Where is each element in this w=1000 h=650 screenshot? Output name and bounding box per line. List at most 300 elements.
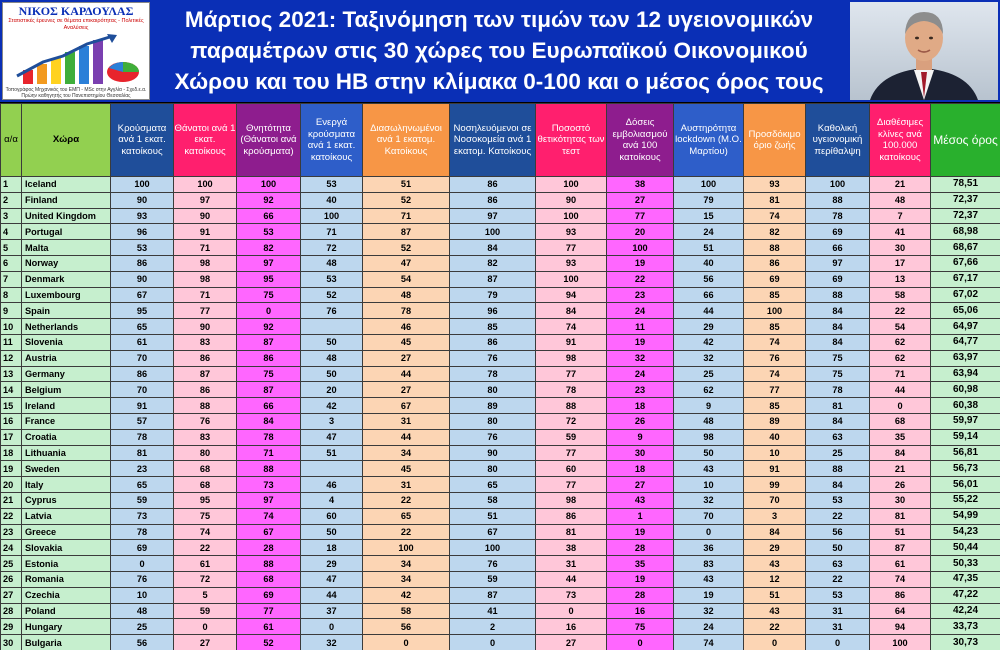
- cell-lockdown-stringency: 44: [674, 303, 744, 319]
- cell-lockdown-stringency: 24: [674, 619, 744, 635]
- cell-fatality-rate: 75: [237, 287, 301, 303]
- cell-beds-per-100k: 13: [870, 271, 931, 287]
- cell-average: 63,94: [931, 366, 1000, 382]
- logo-name: ΝΙΚΟΣ ΚΑΡΔΟΥΛΑΣ: [18, 4, 134, 18]
- cell-cases-per-million: 70: [111, 382, 174, 398]
- cell-intubated-per-million: 52: [363, 192, 450, 208]
- cell-hospitalized-per-million: 89: [450, 398, 536, 414]
- cell-average: 56,01: [931, 477, 1000, 493]
- cell-country: Czechia: [22, 587, 111, 603]
- cell-average: 64,77: [931, 334, 1000, 350]
- cell-deaths-per-million: 80: [174, 445, 237, 461]
- cell-beds-per-100k: 62: [870, 350, 931, 366]
- cell-index: 17: [1, 429, 22, 445]
- cell-vaccine-doses-per-100: 1: [607, 508, 674, 524]
- cell-fatality-rate: 0: [237, 303, 301, 319]
- cell-fatality-rate: 82: [237, 240, 301, 256]
- table-row: [1, 603, 1000, 619]
- cell-fatality-rate: 61: [237, 619, 301, 635]
- cell-life-expectancy: 81: [744, 192, 806, 208]
- cell-country: Bulgaria: [22, 635, 111, 650]
- cell-active-cases-per-million: [301, 461, 363, 477]
- cell-fatality-rate: 78: [237, 429, 301, 445]
- cell-deaths-per-million: 61: [174, 556, 237, 572]
- cell-index: 9: [1, 303, 22, 319]
- cell-active-cases-per-million: 50: [301, 334, 363, 350]
- cell-universal-health-coverage: 53: [806, 587, 870, 603]
- cell-active-cases-per-million: 51: [301, 445, 363, 461]
- cell-vaccine-doses-per-100: 30: [607, 445, 674, 461]
- cell-index: 25: [1, 556, 22, 572]
- cell-cases-per-million: 96: [111, 224, 174, 240]
- cell-fatality-rate: 66: [237, 208, 301, 224]
- cell-active-cases-per-million: 76: [301, 303, 363, 319]
- cell-beds-per-100k: 21: [870, 461, 931, 477]
- cell-deaths-per-million: 90: [174, 319, 237, 335]
- cell-vaccine-doses-per-100: 77: [607, 208, 674, 224]
- cell-intubated-per-million: 22: [363, 524, 450, 540]
- cell-active-cases-per-million: 20: [301, 382, 363, 398]
- cell-intubated-per-million: 42: [363, 587, 450, 603]
- cell-hospitalized-per-million: 76: [450, 556, 536, 572]
- cell-active-cases-per-million: 50: [301, 524, 363, 540]
- cell-lockdown-stringency: 24: [674, 224, 744, 240]
- cell-intubated-per-million: 47: [363, 255, 450, 271]
- cell-cases-per-million: 10: [111, 587, 174, 603]
- cell-hospitalized-per-million: 86: [450, 177, 536, 193]
- cell-life-expectancy: 85: [744, 287, 806, 303]
- cell-average: 64,97: [931, 319, 1000, 335]
- cell-lockdown-stringency: 43: [674, 571, 744, 587]
- cell-lockdown-stringency: 29: [674, 319, 744, 335]
- cell-lockdown-stringency: 25: [674, 366, 744, 382]
- table-row: [1, 587, 1000, 603]
- cell-test-positivity: 84: [536, 303, 607, 319]
- cell-intubated-per-million: 34: [363, 556, 450, 572]
- cell-lockdown-stringency: 74: [674, 635, 744, 650]
- cell-lockdown-stringency: 19: [674, 587, 744, 603]
- table-row: [1, 255, 1000, 271]
- cell-universal-health-coverage: 63: [806, 556, 870, 572]
- ranking-table: [0, 103, 1000, 650]
- cell-active-cases-per-million: 60: [301, 508, 363, 524]
- cell-test-positivity: 91: [536, 334, 607, 350]
- cell-test-positivity: 94: [536, 287, 607, 303]
- cell-fatality-rate: 67: [237, 524, 301, 540]
- cell-country: Spain: [22, 303, 111, 319]
- cell-deaths-per-million: 71: [174, 240, 237, 256]
- cell-vaccine-doses-per-100: 18: [607, 461, 674, 477]
- cell-test-positivity: 77: [536, 366, 607, 382]
- cell-fatality-rate: 75: [237, 366, 301, 382]
- cell-country: Poland: [22, 603, 111, 619]
- cell-country: Estonia: [22, 556, 111, 572]
- cell-average: 47,22: [931, 587, 1000, 603]
- table-row: [1, 508, 1000, 524]
- cell-hospitalized-per-million: 41: [450, 603, 536, 619]
- cell-intubated-per-million: 46: [363, 319, 450, 335]
- cell-beds-per-100k: 21: [870, 177, 931, 193]
- cell-test-positivity: 60: [536, 461, 607, 477]
- cell-test-positivity: 38: [536, 540, 607, 556]
- header-intubated-per-million: Διασωληνωμένοι ανά 1 εκατομ. Κατοίκους: [363, 104, 450, 177]
- cell-fatality-rate: 74: [237, 508, 301, 524]
- cell-hospitalized-per-million: 87: [450, 271, 536, 287]
- cell-universal-health-coverage: 84: [806, 334, 870, 350]
- cell-universal-health-coverage: 56: [806, 524, 870, 540]
- cell-beds-per-100k: 48: [870, 192, 931, 208]
- table-row: [1, 287, 1000, 303]
- cell-life-expectancy: 69: [744, 271, 806, 287]
- cell-cases-per-million: 73: [111, 508, 174, 524]
- cell-intubated-per-million: 54: [363, 271, 450, 287]
- cell-life-expectancy: 40: [744, 429, 806, 445]
- cell-cases-per-million: 69: [111, 540, 174, 556]
- header-country: Χώρα: [22, 104, 111, 177]
- cell-beds-per-100k: 44: [870, 382, 931, 398]
- cell-country: Malta: [22, 240, 111, 256]
- cell-hospitalized-per-million: 67: [450, 524, 536, 540]
- cell-country: Greece: [22, 524, 111, 540]
- cell-test-positivity: 27: [536, 635, 607, 650]
- cell-intubated-per-million: 52: [363, 240, 450, 256]
- cell-vaccine-doses-per-100: 28: [607, 540, 674, 556]
- cell-average: 59,14: [931, 429, 1000, 445]
- cell-country: Iceland: [22, 177, 111, 193]
- cell-cases-per-million: 91: [111, 398, 174, 414]
- cell-hospitalized-per-million: 76: [450, 429, 536, 445]
- cell-cases-per-million: 56: [111, 635, 174, 650]
- cell-average: 68,98: [931, 224, 1000, 240]
- title-line-3: Χώρου και του ΗΒ στην κλίμακα 0-100 και ο μέσος όρος τους: [174, 69, 824, 94]
- author-logo: [2, 2, 150, 100]
- cell-life-expectancy: 10: [744, 445, 806, 461]
- cell-vaccine-doses-per-100: 100: [607, 240, 674, 256]
- cell-life-expectancy: 74: [744, 366, 806, 382]
- cell-country: Hungary: [22, 619, 111, 635]
- cell-average: 68,67: [931, 240, 1000, 256]
- table-row: [1, 429, 1000, 445]
- cell-fatality-rate: 52: [237, 635, 301, 650]
- table-row: [1, 271, 1000, 287]
- cell-active-cases-per-million: 37: [301, 603, 363, 619]
- cell-fatality-rate: 97: [237, 255, 301, 271]
- cell-beds-per-100k: 30: [870, 492, 931, 508]
- cell-country: Lithuania: [22, 445, 111, 461]
- cell-cases-per-million: 61: [111, 334, 174, 350]
- cell-country: Germany: [22, 366, 111, 382]
- cell-hospitalized-per-million: 86: [450, 334, 536, 350]
- cell-life-expectancy: 82: [744, 224, 806, 240]
- cell-average: 72,37: [931, 192, 1000, 208]
- cell-active-cases-per-million: 71: [301, 224, 363, 240]
- cell-country: Portugal: [22, 224, 111, 240]
- cell-test-positivity: 0: [536, 603, 607, 619]
- cell-intubated-per-million: 87: [363, 224, 450, 240]
- cell-vaccine-doses-per-100: 28: [607, 587, 674, 603]
- cell-index: 10: [1, 319, 22, 335]
- cell-fatality-rate: 100: [237, 177, 301, 193]
- cell-intubated-per-million: 27: [363, 350, 450, 366]
- cell-country: France: [22, 413, 111, 429]
- cell-cases-per-million: 65: [111, 477, 174, 493]
- cell-active-cases-per-million: 100: [301, 208, 363, 224]
- cell-country: Slovakia: [22, 540, 111, 556]
- cell-hospitalized-per-million: 84: [450, 240, 536, 256]
- cell-hospitalized-per-million: 82: [450, 255, 536, 271]
- cell-test-positivity: 77: [536, 445, 607, 461]
- cell-deaths-per-million: 75: [174, 508, 237, 524]
- cell-life-expectancy: 22: [744, 619, 806, 635]
- cell-life-expectancy: 99: [744, 477, 806, 493]
- cell-lockdown-stringency: 48: [674, 413, 744, 429]
- cell-lockdown-stringency: 40: [674, 255, 744, 271]
- cell-universal-health-coverage: 84: [806, 413, 870, 429]
- cell-life-expectancy: 43: [744, 603, 806, 619]
- cell-deaths-per-million: 71: [174, 287, 237, 303]
- cell-beds-per-100k: 26: [870, 477, 931, 493]
- header-cases-per-million: Κρούσματα ανά 1 εκατ. κατοίκους: [111, 104, 174, 177]
- cell-hospitalized-per-million: 51: [450, 508, 536, 524]
- cell-country: Cyprus: [22, 492, 111, 508]
- cell-deaths-per-million: 100: [174, 177, 237, 193]
- cell-cases-per-million: 59: [111, 492, 174, 508]
- cell-index: 4: [1, 224, 22, 240]
- cell-lockdown-stringency: 32: [674, 603, 744, 619]
- cell-index: 19: [1, 461, 22, 477]
- cell-average: 59,97: [931, 413, 1000, 429]
- cell-lockdown-stringency: 79: [674, 192, 744, 208]
- cell-intubated-per-million: 44: [363, 429, 450, 445]
- cell-hospitalized-per-million: 79: [450, 287, 536, 303]
- cell-intubated-per-million: 48: [363, 287, 450, 303]
- cell-intubated-per-million: 22: [363, 492, 450, 508]
- cell-average: 56,73: [931, 461, 1000, 477]
- cell-hospitalized-per-million: 100: [450, 540, 536, 556]
- cell-life-expectancy: 74: [744, 334, 806, 350]
- author-portrait-icon: [850, 2, 998, 100]
- cell-lockdown-stringency: 70: [674, 508, 744, 524]
- cell-life-expectancy: 85: [744, 398, 806, 414]
- cell-vaccine-doses-per-100: 32: [607, 350, 674, 366]
- cell-test-positivity: 31: [536, 556, 607, 572]
- cell-deaths-per-million: 83: [174, 429, 237, 445]
- cell-universal-health-coverage: 31: [806, 619, 870, 635]
- cell-fatality-rate: 69: [237, 587, 301, 603]
- cell-average: 67,66: [931, 255, 1000, 271]
- cell-life-expectancy: 85: [744, 319, 806, 335]
- cell-test-positivity: 88: [536, 398, 607, 414]
- cell-vaccine-doses-per-100: 23: [607, 382, 674, 398]
- cell-test-positivity: 72: [536, 413, 607, 429]
- cell-universal-health-coverage: 88: [806, 461, 870, 477]
- cell-intubated-per-million: 56: [363, 619, 450, 635]
- header-life-expectancy: Προσδόκιμο όριο ζωής: [744, 104, 806, 177]
- cell-fatality-rate: 68: [237, 571, 301, 587]
- cell-index: 30: [1, 635, 22, 650]
- cell-life-expectancy: 70: [744, 492, 806, 508]
- cell-fatality-rate: 71: [237, 445, 301, 461]
- table-row: [1, 492, 1000, 508]
- cell-cases-per-million: 23: [111, 461, 174, 477]
- cell-hospitalized-per-million: 85: [450, 319, 536, 335]
- page-title: [152, 4, 846, 97]
- cell-lockdown-stringency: 56: [674, 271, 744, 287]
- cell-fatality-rate: 28: [237, 540, 301, 556]
- cell-active-cases-per-million: [301, 319, 363, 335]
- cell-index: 28: [1, 603, 22, 619]
- cell-active-cases-per-million: 44: [301, 587, 363, 603]
- cell-universal-health-coverage: 50: [806, 540, 870, 556]
- cell-vaccine-doses-per-100: 11: [607, 319, 674, 335]
- cell-lockdown-stringency: 50: [674, 445, 744, 461]
- cell-life-expectancy: 86: [744, 255, 806, 271]
- cell-hospitalized-per-million: 2: [450, 619, 536, 635]
- cell-deaths-per-million: 91: [174, 224, 237, 240]
- table-row: [1, 540, 1000, 556]
- cell-universal-health-coverage: 66: [806, 240, 870, 256]
- logo-subtitle: Στατιστικές έρευνες σε θέματα επικαιρότητας - Πολιτικές Αναλύσεις: [8, 18, 144, 31]
- cell-country: Ireland: [22, 398, 111, 414]
- cell-beds-per-100k: 22: [870, 303, 931, 319]
- cell-fatality-rate: 84: [237, 413, 301, 429]
- table-row: [1, 208, 1000, 224]
- table-row: [1, 303, 1000, 319]
- cell-beds-per-100k: 7: [870, 208, 931, 224]
- table-row: [1, 240, 1000, 256]
- cell-lockdown-stringency: 42: [674, 334, 744, 350]
- cell-lockdown-stringency: 43: [674, 461, 744, 477]
- cell-index: 15: [1, 398, 22, 414]
- cell-country: Croatia: [22, 429, 111, 445]
- cell-cases-per-million: 65: [111, 319, 174, 335]
- cell-index: 3: [1, 208, 22, 224]
- cell-lockdown-stringency: 66: [674, 287, 744, 303]
- cell-lockdown-stringency: 98: [674, 429, 744, 445]
- cell-hospitalized-per-million: 87: [450, 587, 536, 603]
- cell-intubated-per-million: 0: [363, 635, 450, 650]
- cell-index: 24: [1, 540, 22, 556]
- cell-universal-health-coverage: 88: [806, 287, 870, 303]
- table-row: [1, 334, 1000, 350]
- cell-index: 21: [1, 492, 22, 508]
- cell-deaths-per-million: 88: [174, 398, 237, 414]
- table-row: [1, 366, 1000, 382]
- cell-deaths-per-million: 76: [174, 413, 237, 429]
- cell-lockdown-stringency: 15: [674, 208, 744, 224]
- cell-average: 54,99: [931, 508, 1000, 524]
- cell-beds-per-100k: 35: [870, 429, 931, 445]
- table-row: [1, 224, 1000, 240]
- cell-vaccine-doses-per-100: 0: [607, 635, 674, 650]
- cell-index: 26: [1, 571, 22, 587]
- cell-intubated-per-million: 31: [363, 477, 450, 493]
- cell-test-positivity: 73: [536, 587, 607, 603]
- cell-intubated-per-million: 51: [363, 177, 450, 193]
- cell-deaths-per-million: 77: [174, 303, 237, 319]
- cell-active-cases-per-million: 29: [301, 556, 363, 572]
- cell-universal-health-coverage: 84: [806, 319, 870, 335]
- cell-average: 50,33: [931, 556, 1000, 572]
- header-vaccine-doses-per-100: Δόσεις εμβολιασμού ανά 100 κατοίκους: [607, 104, 674, 177]
- cell-fatality-rate: 77: [237, 603, 301, 619]
- header-active-cases-per-million: Ενεργά κρούσματα ανά 1 εκατ. κατοίκους: [301, 104, 363, 177]
- cell-universal-health-coverage: 97: [806, 255, 870, 271]
- cell-life-expectancy: 43: [744, 556, 806, 572]
- cell-intubated-per-million: 44: [363, 366, 450, 382]
- table-row: [1, 461, 1000, 477]
- cell-hospitalized-per-million: 100: [450, 224, 536, 240]
- cell-hospitalized-per-million: 58: [450, 492, 536, 508]
- cell-average: 33,73: [931, 619, 1000, 635]
- cell-test-positivity: 77: [536, 240, 607, 256]
- cell-cases-per-million: 95: [111, 303, 174, 319]
- header-lockdown-stringency: Αυστηρότητα lockdown (Μ.Ο. Μαρτίου): [674, 104, 744, 177]
- cell-beds-per-100k: 68: [870, 413, 931, 429]
- cell-life-expectancy: 100: [744, 303, 806, 319]
- table-body: [1, 177, 1000, 650]
- cell-fatality-rate: 66: [237, 398, 301, 414]
- cell-index: 20: [1, 477, 22, 493]
- cell-intubated-per-million: 65: [363, 508, 450, 524]
- table-row: [1, 556, 1000, 572]
- cell-country: United Kingdom: [22, 208, 111, 224]
- cell-beds-per-100k: 87: [870, 540, 931, 556]
- cell-index: 11: [1, 334, 22, 350]
- cell-deaths-per-million: 68: [174, 461, 237, 477]
- cell-index: 16: [1, 413, 22, 429]
- cell-lockdown-stringency: 51: [674, 240, 744, 256]
- cell-test-positivity: 78: [536, 382, 607, 398]
- cell-universal-health-coverage: 84: [806, 477, 870, 493]
- cell-hospitalized-per-million: 80: [450, 382, 536, 398]
- cell-universal-health-coverage: 84: [806, 303, 870, 319]
- cell-test-positivity: 100: [536, 208, 607, 224]
- cell-average: 78,51: [931, 177, 1000, 193]
- cell-test-positivity: 100: [536, 177, 607, 193]
- cell-hospitalized-per-million: 96: [450, 303, 536, 319]
- cell-test-positivity: 77: [536, 477, 607, 493]
- cell-hospitalized-per-million: 59: [450, 571, 536, 587]
- cell-deaths-per-million: 22: [174, 540, 237, 556]
- cell-beds-per-100k: 58: [870, 287, 931, 303]
- cell-deaths-per-million: 98: [174, 271, 237, 287]
- cell-test-positivity: 100: [536, 271, 607, 287]
- cell-vaccine-doses-per-100: 23: [607, 287, 674, 303]
- title-line-1: Μάρτιος 2021: Ταξινόμηση των τιμών των 12 υγειονομικών: [184, 7, 814, 32]
- cell-beds-per-100k: 61: [870, 556, 931, 572]
- cell-hospitalized-per-million: 0: [450, 635, 536, 650]
- cell-deaths-per-million: 87: [174, 366, 237, 382]
- cell-vaccine-doses-per-100: 18: [607, 398, 674, 414]
- cell-life-expectancy: 29: [744, 540, 806, 556]
- cell-cases-per-million: 78: [111, 524, 174, 540]
- cell-deaths-per-million: 74: [174, 524, 237, 540]
- cell-vaccine-doses-per-100: 19: [607, 334, 674, 350]
- cell-life-expectancy: 77: [744, 382, 806, 398]
- cell-index: 22: [1, 508, 22, 524]
- cell-life-expectancy: 91: [744, 461, 806, 477]
- cell-active-cases-per-million: 0: [301, 619, 363, 635]
- cell-hospitalized-per-million: 97: [450, 208, 536, 224]
- cell-intubated-per-million: 45: [363, 334, 450, 350]
- cell-deaths-per-million: 90: [174, 208, 237, 224]
- cell-hospitalized-per-million: 86: [450, 192, 536, 208]
- cell-fatality-rate: 92: [237, 319, 301, 335]
- cell-average: 67,17: [931, 271, 1000, 287]
- cell-vaccine-doses-per-100: 35: [607, 556, 674, 572]
- cell-index: 29: [1, 619, 22, 635]
